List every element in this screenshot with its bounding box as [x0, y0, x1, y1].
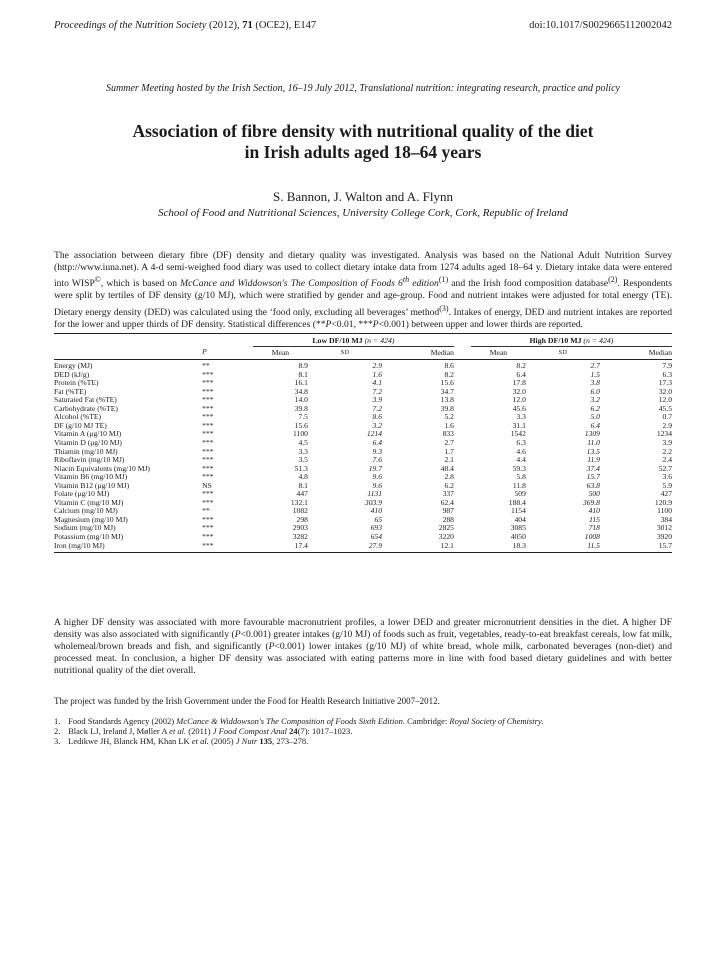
high-median: 3.6	[662, 472, 672, 482]
table-row	[54, 422, 672, 431]
low-mean: 4.8	[298, 472, 308, 482]
high-mean: 404	[514, 514, 526, 524]
gap	[454, 499, 471, 508]
table-row	[54, 465, 672, 474]
row-label: Vitamin D (μg/10 MJ)	[54, 438, 122, 448]
row-p-value: ***	[202, 420, 214, 430]
high-sd: 37.4	[586, 463, 600, 473]
row-p-value: **	[202, 506, 210, 516]
row-label: DED (kJ/g)	[54, 369, 90, 379]
doi[interactable]: doi:10.1017/S0029665112002042	[529, 20, 672, 31]
row-p-value: NS	[202, 480, 212, 490]
row-label: Fat (%TE)	[54, 386, 87, 396]
low-mean: 8.1	[298, 480, 308, 490]
journal-page: E147	[293, 20, 317, 31]
low-mean: 3282	[292, 532, 308, 542]
high-median: 120.9	[654, 497, 672, 507]
high-median: 52.7	[658, 463, 672, 473]
gap	[454, 396, 471, 405]
funding-note: The project was funded by the Irish Government under the Food for Health Research Initiative 2007–2012.	[54, 696, 440, 706]
high-sd: 11.9	[587, 455, 600, 465]
gap	[454, 533, 471, 542]
low-median: 833	[442, 429, 454, 439]
high-sd: 11.5	[526, 542, 600, 553]
high-mean: 32.0	[512, 386, 526, 396]
abstract-paragraph: The association between dietary fibre (DF) density and dietary quality was investigated. Analysis was based on the National Adult Nutrition Survey (http://www.iuna.net). A 4-d semi-weighed food diary was used to collect dietary intake data from 1274 adults aged 18–64 y. Dietary intake data were entered into WISP©, which is based on McCance and Widdowson's The Composition of Foods 6th edition$^{(1)}$ and the Irish food composition database$^{(2)}$. Respondents were split by tertiles of DF density (g/10 MJ), which were stratified by gender and age-group. Food and nutrient intakes were adjusted for total energy (TE). Dietary energy density (DED) was calculated using the ‘food only, excluding all beverages’ method$^{(3)}$. Intakes of energy, DED and nutrient intakes are reported for the lower and upper thirds of DF density. Statistical differences (**P<0.01, ***P<0.001) between upper and lower thirds are reported.	[54, 250, 672, 330]
row-p-value: ***	[202, 455, 214, 465]
high-median: 427	[660, 489, 672, 499]
high-mean: 18.3	[471, 542, 526, 553]
low-mean: 2903	[292, 523, 308, 533]
low-median: 1.6	[444, 420, 454, 430]
gap	[454, 465, 471, 474]
journal-name: Proceedings of the Nutrition Society	[54, 20, 207, 31]
low-sd: 7.2	[372, 403, 382, 413]
table-row	[54, 542, 672, 553]
high-sd: 3.2	[590, 395, 600, 405]
low-median: 2.8	[444, 472, 454, 482]
running-header	[54, 20, 672, 31]
low-median: 48.4	[440, 463, 454, 473]
table-row	[54, 360, 672, 371]
row-label: Vitamin B6 (mg/10 MJ)	[54, 472, 128, 482]
row-label: Saturated Fat (%TE)	[54, 395, 117, 405]
low-mean: 8.9	[298, 361, 308, 371]
journal-issue: (OCE2),	[255, 20, 292, 31]
row-label: Iron (mg/10 MJ)	[54, 542, 202, 553]
table-row	[54, 371, 672, 380]
low-sd: 2.9	[372, 361, 382, 371]
row-p-value: **	[202, 361, 210, 371]
high-median: 2.2	[662, 446, 672, 456]
row-p-value: ***	[202, 446, 214, 456]
high-median: 15.7	[600, 542, 672, 553]
citation-2[interactable]: (2)	[608, 275, 618, 285]
row-label: DF (g/10 MJ TE)	[54, 420, 107, 430]
high-median: 1100	[657, 506, 672, 516]
low-mean-header: Mean	[253, 346, 308, 360]
high-sd: 115	[589, 514, 600, 524]
row-label: Folate (μg/10 MJ)	[54, 489, 110, 499]
table-row	[54, 379, 672, 388]
high-mean: 1154	[510, 506, 526, 516]
low-sd: 19.7	[368, 463, 382, 473]
high-median: 384	[660, 514, 672, 524]
high-sd: 15.7	[586, 472, 600, 482]
gap	[454, 516, 471, 525]
high-mean: 4.4	[516, 455, 526, 465]
row-p-value: ***	[202, 489, 214, 499]
high-sd: 63.8	[586, 480, 600, 490]
row-p-value: ***	[202, 463, 214, 473]
low-sd: 65	[374, 514, 382, 524]
table-row	[54, 396, 672, 405]
high-median: 2.9	[662, 420, 672, 430]
gap	[454, 405, 471, 414]
low-mean: 447	[296, 489, 308, 499]
references	[54, 716, 672, 747]
table-row	[54, 482, 672, 491]
low-sd: 3.9	[372, 395, 382, 405]
low-mean: 39.8	[294, 403, 308, 413]
high-mean: 45.6	[512, 403, 526, 413]
row-p-value: ***	[202, 369, 214, 379]
high-median-header: Median	[600, 346, 672, 360]
gap	[454, 542, 471, 553]
low-mean: 3.3	[298, 446, 308, 456]
high-group-header: High DF/10 MJ (n = 424)	[471, 334, 672, 347]
affiliation: School of Food and Nutritional Sciences, University College Cork, Cork, Republic of Ireland	[158, 207, 568, 219]
low-mean: 15.6	[294, 420, 308, 430]
low-sd: 1.6	[372, 369, 382, 379]
high-sd: 1309	[584, 429, 600, 439]
high-sd: 6.2	[590, 403, 600, 413]
high-median: 3.9	[662, 438, 672, 448]
table-row	[54, 524, 672, 533]
gap	[454, 507, 471, 516]
low-median: 34.7	[440, 386, 454, 396]
row-label: Alcohol (%TE)	[54, 412, 102, 422]
low-median: 2825	[438, 523, 454, 533]
row-p-value: ***	[202, 403, 214, 413]
row-p-value: ***	[202, 412, 214, 422]
table-row	[54, 533, 672, 542]
high-median: 12.0	[658, 395, 672, 405]
high-mean: 5.8	[516, 472, 526, 482]
high-sd: 2.7	[590, 361, 600, 371]
high-median: 0.7	[662, 412, 672, 422]
low-median: 2.1	[444, 455, 454, 465]
gap	[454, 456, 471, 465]
high-sd: 1.5	[590, 369, 600, 379]
gap	[454, 439, 471, 448]
high-mean: 6.3	[516, 438, 526, 448]
high-mean: 6.4	[516, 369, 526, 379]
row-label: Vitamin C (mg/10 MJ)	[54, 497, 124, 507]
high-mean: 31.1	[512, 420, 526, 430]
gap	[454, 448, 471, 457]
row-label: Potassium (mg/10 MJ)	[54, 532, 124, 542]
authors: S. Bannon, J. Walton and A. Flynn	[272, 189, 453, 204]
results-table	[54, 333, 672, 553]
low-group-header: Low DF/10 MJ (n = 424)	[253, 334, 454, 347]
high-mean: 17.8	[512, 378, 526, 388]
title-line-2: in Irish adults aged 18–64 years	[244, 142, 482, 162]
high-mean: 3085	[510, 523, 526, 533]
high-mean: 509	[514, 489, 526, 499]
high-median: 3920	[656, 532, 672, 542]
low-sd: 4.1	[372, 378, 382, 388]
low-median: 39.8	[440, 403, 454, 413]
low-median: 6.2	[444, 480, 454, 490]
row-p-value: ***	[202, 472, 214, 482]
high-sd: 718	[588, 523, 600, 533]
row-label: Magnesium (mg/10 MJ)	[54, 514, 128, 524]
row-label: Vitamin B12 (μg/10 MJ)	[54, 480, 130, 490]
row-p-value: ***	[202, 429, 214, 439]
low-sd: 1131	[367, 489, 382, 499]
high-median: 45.5	[658, 403, 672, 413]
low-median: 337	[442, 489, 454, 499]
low-sd: 654	[370, 532, 382, 542]
gap	[454, 473, 471, 482]
table-row	[54, 490, 672, 499]
low-sd: 7.6	[372, 455, 382, 465]
high-sd: 500	[588, 489, 600, 499]
low-mean: 132.1	[290, 497, 308, 507]
high-mean: 12.0	[512, 395, 526, 405]
row-label: Vitamin A (μg/10 MJ)	[54, 429, 122, 439]
low-sd: 27.9	[308, 542, 382, 553]
low-sd: 1214	[366, 429, 382, 439]
journal-year: (2012),	[209, 20, 240, 31]
row-p-value: ***	[202, 523, 214, 533]
low-median: 12.1	[382, 542, 454, 553]
row-label: Carbohydrate (%TE)	[54, 403, 118, 413]
high-median: 6.3	[662, 369, 672, 379]
high-median: 5.9	[662, 480, 672, 490]
low-median: 8.2	[444, 369, 454, 379]
low-mean: 17.4	[253, 542, 308, 553]
low-median: 987	[442, 506, 454, 516]
low-mean: 8.1	[298, 369, 308, 379]
high-median: 1234	[656, 429, 672, 439]
high-median: 7.9	[662, 361, 672, 371]
high-median: 17.3	[658, 378, 672, 388]
table-row	[54, 439, 672, 448]
low-median: 15.6	[440, 378, 454, 388]
row-label: Energy (MJ)	[54, 361, 93, 371]
row-p-value: ***	[202, 386, 214, 396]
conclusion-paragraph: A higher DF density was associated with more favourable macronutrient profiles, a lower DED and greater micronutrient densities in the diet. A higher DF density was also associated with significantly (P<0.001) greater intakes (g/10 MJ) of foods such as fruit, vegetables, ready-to-eat breakfast cereals, low fat milk, wholemeal/brown breads and fish, and significantly (P<0.001) lower intakes (g/10 MJ) of white bread, whole milk, carbonated beverages (non-diet) and processed meat. In conclusion, a higher DF density was associated with eating patterns more in line with food based dietary guidelines and with better nutritional quality of the diet overall.	[54, 617, 672, 677]
high-sd: 11.0	[587, 438, 600, 448]
low-median: 1.7	[444, 446, 454, 456]
low-median: 2.7	[444, 438, 454, 448]
high-sd: 5.0	[590, 412, 600, 422]
high-median: 3012	[656, 523, 672, 533]
high-sd: 1008	[584, 532, 600, 542]
gap	[454, 413, 471, 422]
high-median: 32.0	[658, 386, 672, 396]
low-median: 288	[442, 514, 454, 524]
row-p-value: ***	[202, 395, 214, 405]
high-median: 2.4	[662, 455, 672, 465]
meeting-line: Summer Meeting hosted by the Irish Section, 16–19 July 2012, Translational nutrition: integrating research, practice and policy	[106, 83, 620, 94]
high-mean: 3.3	[516, 412, 526, 422]
high-mean-header: Mean	[471, 346, 526, 360]
table-body	[54, 360, 672, 553]
low-mean: 51.3	[294, 463, 308, 473]
gap	[454, 379, 471, 388]
table-row	[54, 516, 672, 525]
row-label: Riboflavin (mg/10 MJ)	[54, 455, 125, 465]
table-row	[54, 473, 672, 482]
high-mean: 188.4	[508, 497, 526, 507]
low-median: 3220	[438, 532, 454, 542]
low-mean: 298	[296, 514, 308, 524]
citation-3[interactable]: (3)	[439, 303, 449, 313]
gap	[454, 388, 471, 397]
row-p-value: ***	[202, 438, 214, 448]
low-mean: 4.5	[298, 438, 308, 448]
reference-1: 1. Food Standards Agency (2002) McCance & Widdowson's The Composition of Foods Sixth Edition. Cambridge: Royal Society of Chemistry.	[54, 716, 544, 726]
table-row	[54, 413, 672, 422]
table-row	[54, 499, 672, 508]
row-label: Calcium (mg/10 MJ)	[54, 506, 118, 516]
table-row	[54, 430, 672, 439]
table-row	[54, 448, 672, 457]
low-sd: 410	[370, 506, 382, 516]
low-sd-header: SD	[308, 346, 382, 360]
gap	[454, 422, 471, 431]
high-sd: 6.0	[590, 386, 600, 396]
high-sd: 3.8	[590, 378, 600, 388]
high-sd-header: SD	[526, 346, 600, 360]
row-p-value: ***	[202, 532, 214, 542]
reference-2: 2. Black LJ, Ireland J, Møller A et al. (2011) J Food Compost Anal 24(7): 1017–1023.	[54, 726, 353, 737]
high-sd: 6.4	[590, 420, 600, 430]
table-row	[54, 388, 672, 397]
low-sd: 3.2	[372, 420, 382, 430]
high-mean: 1542	[510, 429, 526, 439]
low-sd: 303.9	[364, 497, 382, 507]
gap	[454, 360, 471, 371]
low-sd: 7.2	[372, 386, 382, 396]
low-sd: 8.6	[372, 412, 382, 422]
row-p-value: ***	[202, 514, 214, 524]
low-mean: 14.0	[294, 395, 308, 405]
row-p-value: ***	[202, 542, 253, 553]
low-median: 13.8	[440, 395, 454, 405]
low-mean: 7.5	[298, 412, 308, 422]
table-row	[54, 507, 672, 516]
low-mean: 34.8	[294, 386, 308, 396]
row-label: Sodium (mg/10 MJ)	[54, 523, 116, 533]
row-p-value: ***	[202, 497, 214, 507]
table-row	[54, 405, 672, 414]
title-line-1: Association of fibre density with nutritional quality of the diet	[132, 121, 594, 141]
gap	[454, 371, 471, 380]
row-label: Protein (%TE)	[54, 378, 99, 388]
high-sd: 410	[588, 506, 600, 516]
high-mean: 8.2	[516, 361, 526, 371]
row-label: Niacin Equivalents (mg/10 MJ)	[54, 463, 150, 473]
gap	[454, 430, 471, 439]
low-sd: 9.6	[372, 472, 382, 482]
citation-1[interactable]: (1)	[438, 275, 449, 285]
gap	[454, 482, 471, 491]
high-mean: 59.3	[512, 463, 526, 473]
row-p-value: ***	[202, 378, 214, 388]
low-sd: 693	[370, 523, 382, 533]
row-label: Thiamin (mg/10 MJ)	[54, 446, 118, 456]
low-median: 5.2	[444, 412, 454, 422]
gap	[454, 490, 471, 499]
low-mean: 1100	[293, 429, 308, 439]
high-mean: 4.6	[516, 446, 526, 456]
low-mean: 1082	[292, 506, 308, 516]
journal-volume: 71	[242, 20, 253, 31]
gap	[454, 524, 471, 533]
reference-3: 3. Ledikwe JH, Blanck HM, Khan LK et al. (2005) J Nutr 135, 273–278.	[54, 736, 309, 747]
high-mean: 11.8	[512, 480, 526, 490]
high-sd: 13.5	[586, 446, 600, 456]
high-mean: 4050	[510, 532, 526, 542]
low-mean: 16.1	[294, 378, 308, 388]
low-sd: 6.4	[372, 438, 382, 448]
low-mean: 3.5	[298, 455, 308, 465]
low-median: 8.6	[444, 361, 454, 371]
low-median-header: Median	[382, 346, 454, 360]
p-header: P	[202, 346, 253, 360]
low-median: 62.4	[440, 497, 454, 507]
low-sd: 9.3	[372, 446, 382, 456]
paper-title	[54, 121, 672, 163]
low-sd: 9.6	[372, 480, 382, 490]
high-sd: 369.8	[582, 497, 600, 507]
